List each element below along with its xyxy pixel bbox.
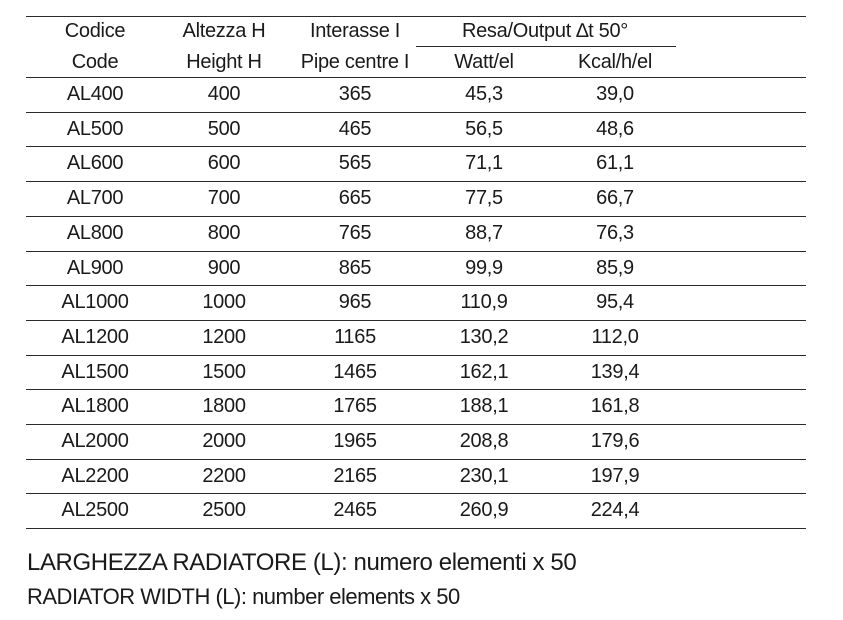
header-height-it: Altezza H [182,20,266,42]
cell-kcal: 66,7 [596,187,634,210]
cell-watt: 260,9 [459,499,509,522]
cell-height: 600 [207,152,241,175]
cell-kcal: 61,1 [596,152,634,175]
cell-code: AL1800 [61,395,129,418]
header-code-it: Codice [64,20,126,42]
row-rule [26,146,806,147]
cell-watt: 88,7 [465,221,503,244]
cell-height: 1800 [202,395,246,418]
cell-code: AL600 [66,152,124,175]
cell-pipe: 365 [338,83,372,105]
cell-kcal: 95,4 [596,291,634,314]
cell-kcal: 224,4 [590,499,640,522]
cell-code: AL2500 [61,499,129,522]
header-code-en: Code [71,51,119,73]
cell-code: AL2000 [61,430,129,452]
header-output-group: Resa/Output ∆t 50° [461,20,629,42]
cell-watt: 208,8 [459,430,509,452]
cell-pipe: 565 [338,152,372,175]
cell-code: AL700 [66,187,124,210]
cell-kcal: 39,0 [596,83,634,105]
row-rule [26,112,806,113]
cell-kcal: 197,9 [590,464,640,487]
cell-pipe: 465 [338,117,372,140]
cell-code: AL800 [66,221,124,244]
header-pipe-en: Pipe centre I [300,51,410,73]
cell-kcal: 139,4 [590,360,640,383]
cell-height: 1500 [202,360,246,383]
row-rule [26,251,806,252]
cell-code: AL1200 [61,325,129,348]
cell-code: AL1500 [61,360,129,383]
cell-watt: 77,5 [465,187,503,210]
row-rule [26,459,806,460]
row-rule [26,216,806,217]
cell-watt: 188,1 [459,395,509,418]
cell-watt: 99,9 [465,256,503,279]
cell-kcal: 85,9 [596,256,634,279]
cell-height: 500 [207,117,241,140]
cell-pipe: 965 [338,291,372,314]
row-rule [26,285,806,286]
row-rule [26,181,806,182]
cell-height: 2000 [202,430,246,452]
cell-kcal: 179,6 [590,430,640,452]
cell-pipe: 1765 [333,395,377,418]
row-rule [26,320,806,321]
row-rule [26,493,806,494]
cell-watt: 230,1 [459,464,509,487]
cell-kcal: 76,3 [596,221,634,244]
cell-code: AL500 [66,117,124,140]
row-rule [26,355,806,356]
header-pipe-it: Interasse I [309,20,401,42]
cell-code: AL2200 [61,464,129,487]
cell-code: AL400 [66,83,124,105]
cell-watt: 110,9 [460,291,508,314]
cell-watt: 71,1 [465,152,503,175]
cell-kcal: 161,8 [590,395,640,418]
cell-pipe: 1165 [334,325,376,348]
header-kcal: Kcal/h/el [577,51,652,73]
cell-code: AL900 [66,256,124,279]
cell-pipe: 865 [338,256,372,279]
header-watt: Watt/el [454,51,514,73]
cell-height: 900 [207,256,241,279]
cell-pipe: 665 [338,187,372,210]
cell-pipe: 1465 [333,360,377,383]
cell-height: 1000 [202,291,246,314]
row-rule [26,528,806,529]
cell-pipe: 765 [338,221,372,244]
cell-watt: 130,2 [459,325,509,348]
footer-width-note-it: LARGHEZZA RADIATORE (L): numero elementi x 50 [27,549,577,576]
row-rule [26,389,806,390]
cell-pipe: 2165 [333,464,377,487]
cell-pipe: 1965 [333,430,377,452]
header-bottom-rule [26,77,806,78]
cell-height: 700 [207,187,241,210]
cell-kcal: 48,6 [596,117,634,140]
footer-width-note-en: RADIATOR WIDTH (L): number elements x 50 [27,584,460,609]
cell-height: 1200 [202,325,246,348]
cell-pipe: 2465 [333,499,377,522]
cell-height: 400 [207,83,241,105]
output-group-rule [416,46,676,47]
cell-height: 2200 [202,464,246,487]
cell-height: 800 [207,221,241,244]
header-height-en: Height H [186,51,262,73]
row-rule [26,424,806,425]
cell-kcal: 112,0 [591,325,639,348]
cell-watt: 56,5 [465,117,503,140]
top-rule [26,16,806,17]
cell-code: AL1000 [61,291,129,314]
cell-watt: 45,3 [465,83,503,105]
cell-watt: 162,1 [459,360,509,383]
cell-height: 2500 [202,499,246,522]
